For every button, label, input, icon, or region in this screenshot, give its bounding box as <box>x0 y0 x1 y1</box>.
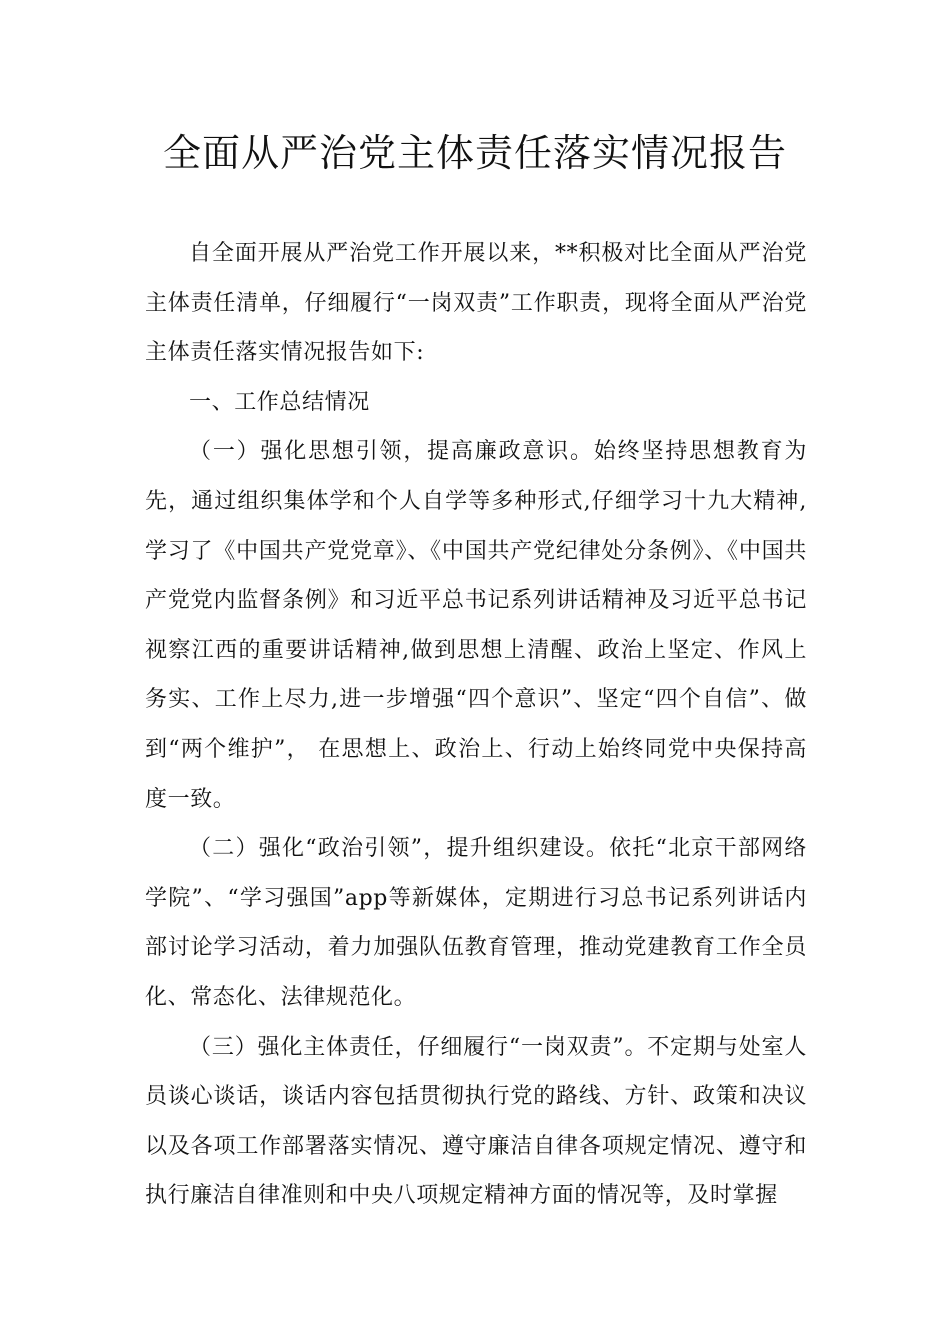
paragraph-item-2: （二）强化“政治引领”，提升组织建设。依托“北京干部网络学院”、“学习强国”app等新媒体，定期进行习总书记系列讲话内部讨论学习活动，着力加强队伍教育管理，推动党建教育工作全员化、常态化、法律规范化。 <box>145 836 807 1010</box>
document-title: 全面从严治党主体责任落实情况报告 <box>162 131 787 175</box>
paragraph-item-3: （三）强化主体责任，仔细履行“一岗双责”。不定期与处室人员谈心谈话，谈话内容包括贯彻执行党的路线、方针、政策和决议以及各项工作部署落实情况、遵守廉洁自律各项规定情况、遵守和执行廉洁自律准则和中央八项规定精神方面的情况等，及时掌握 <box>145 1034 807 1209</box>
paragraph-item-1: （一）强化思想引领，提高廉政意识。始终坚持思想教育为先，通过组织集体学和个人自学等多种形式,仔细学习十九大精神,学习了《中国共产党党章》、《中国共产党纪律处分条例》、《中国共产党党内监督条例》和习近平总书记系列讲话精神及习近平总书记视察江西的重要讲话精神,做到思想上清醒、政治上坚定、作风上务实、工作上尽力,进一步增强“四个意识”、坚定“四个自信”、做到“两个维护”， 在思想上、政治上、行动上始终同党中央保持高度一致。 <box>145 439 807 812</box>
paragraph-intro: 自全面开展从严治党工作开展以来，**积极对比全面从严治党主体责任清单，仔细履行“一岗双责”工作职责，现将全面从严治党主体责任落实情况报告如下: <box>145 241 807 366</box>
document-body <box>145 229 807 1221</box>
section-heading-work-summary: 一、工作总结情况 <box>189 389 370 415</box>
